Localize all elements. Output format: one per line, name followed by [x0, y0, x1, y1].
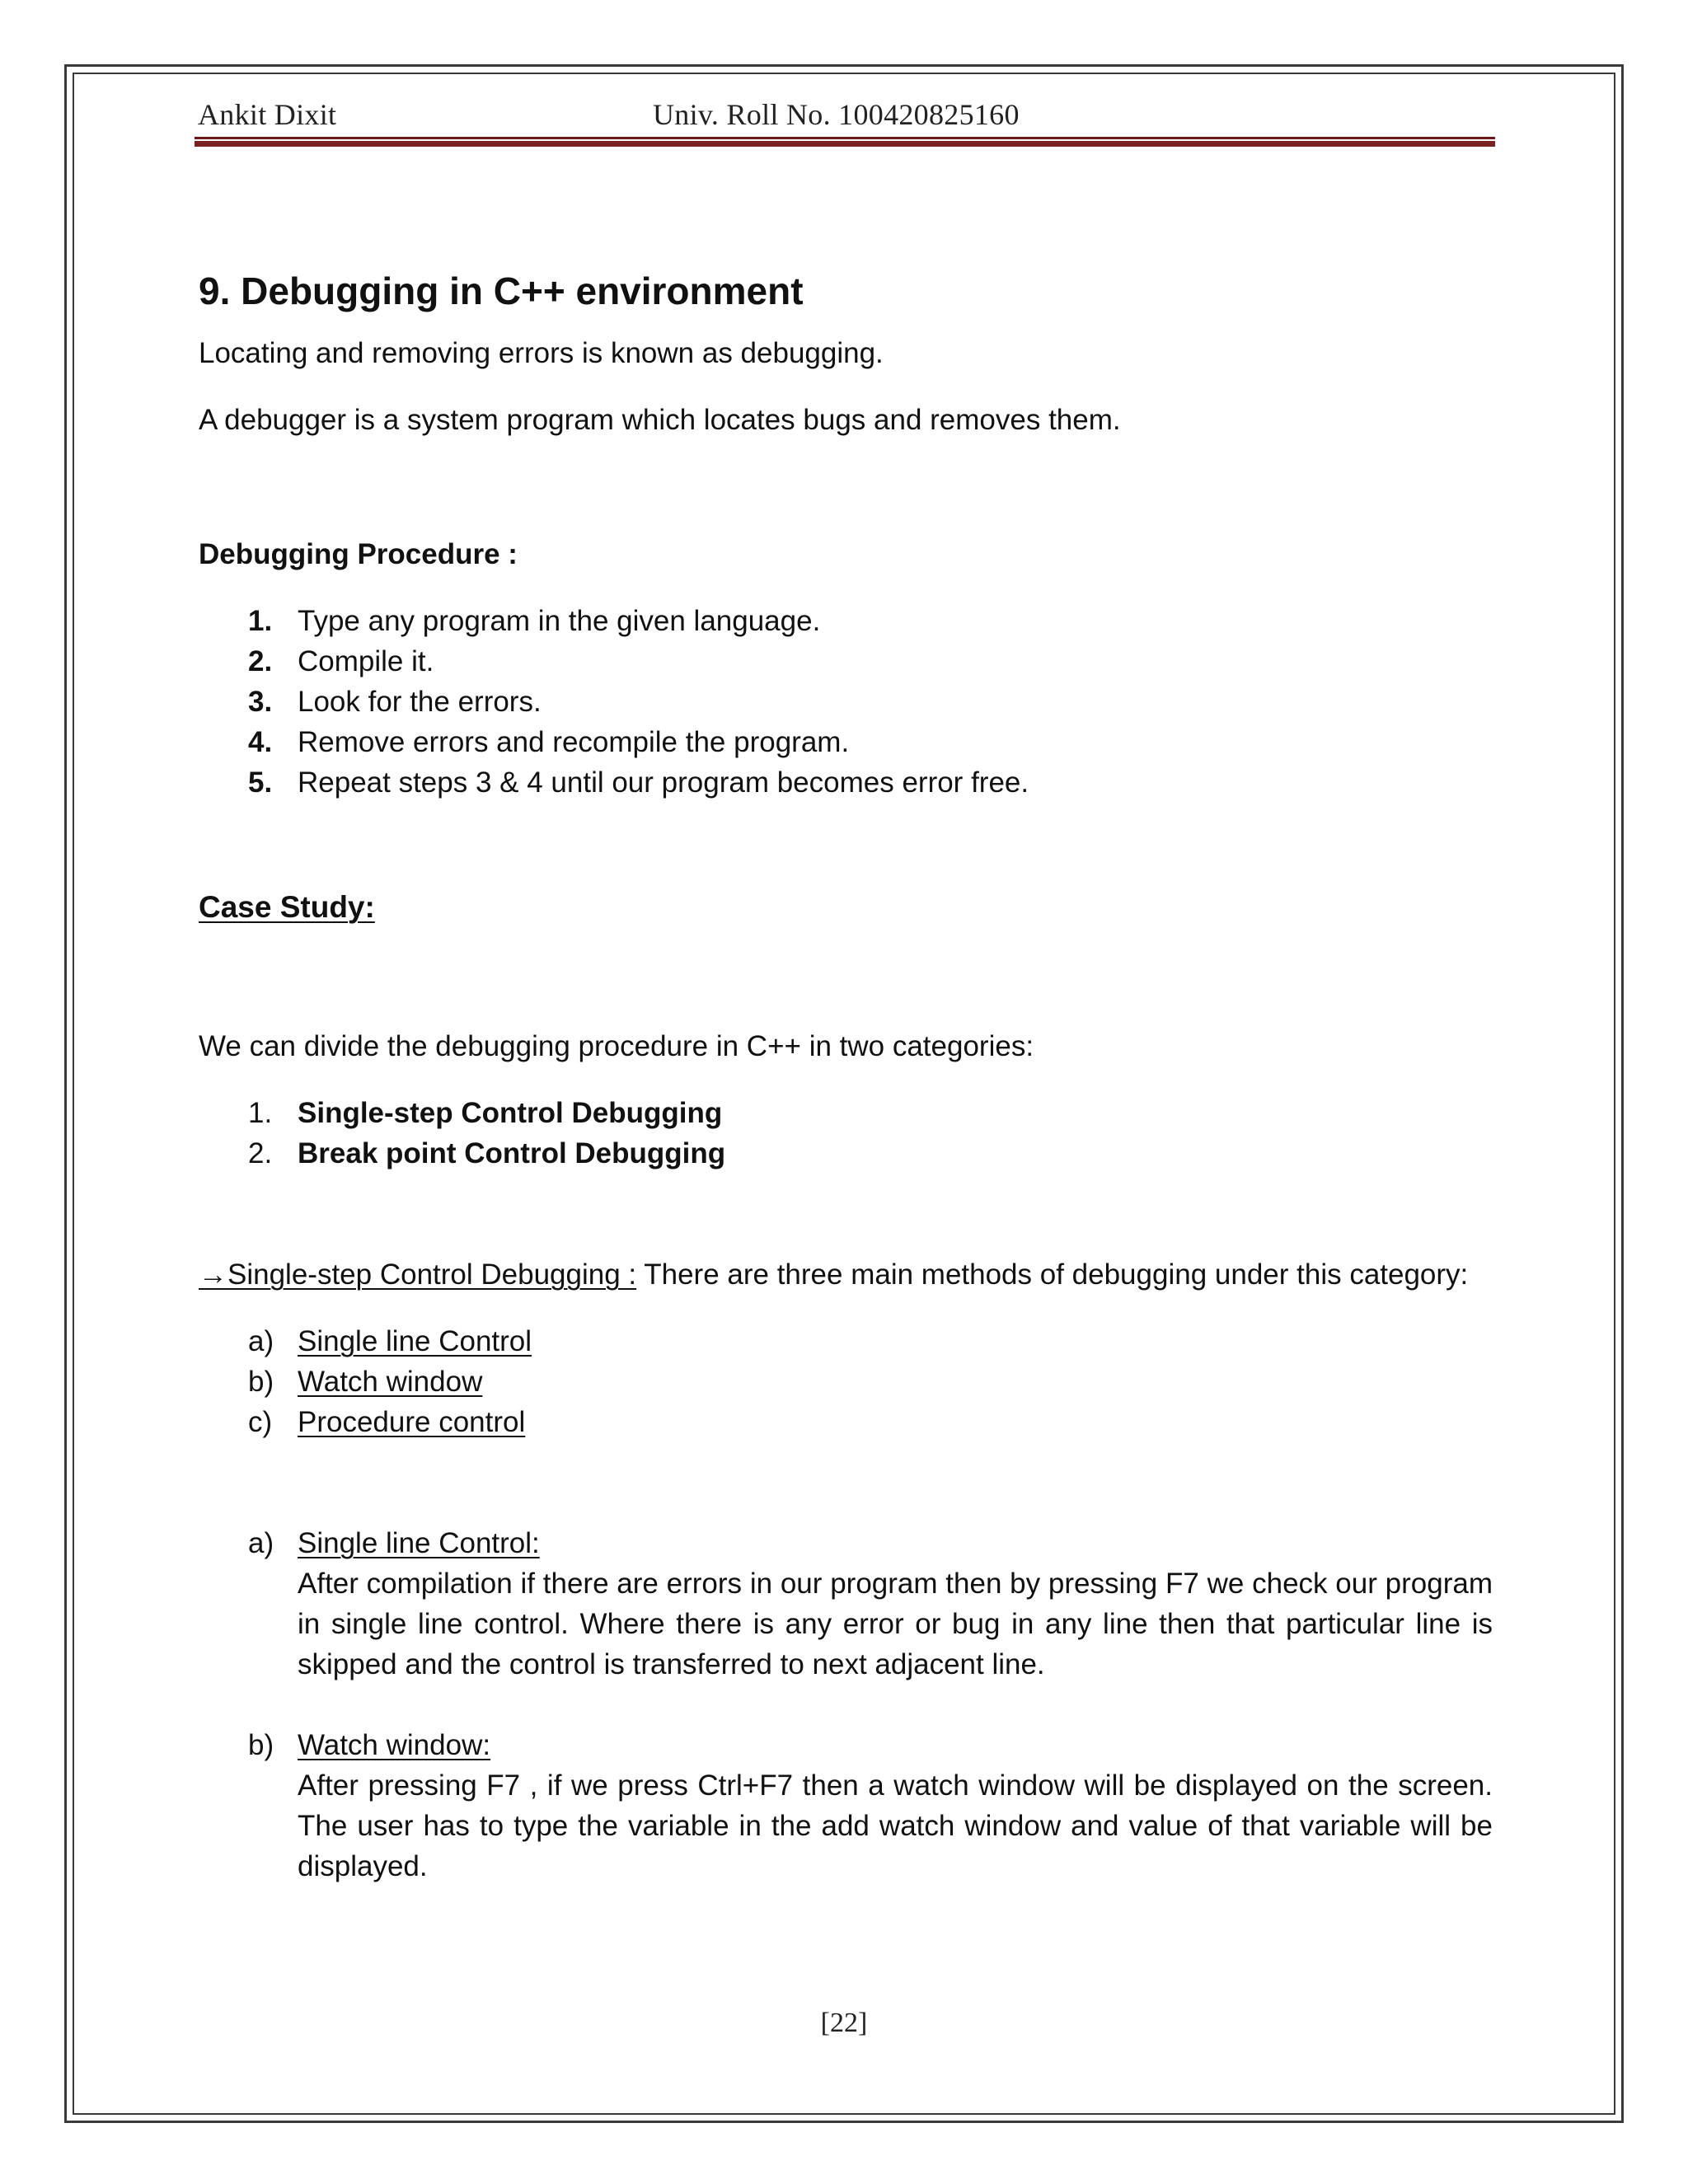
- procedure-step: 1. Type any program in the given language.: [248, 605, 821, 637]
- procedure-step: 4. Remove errors and recompile the program.: [248, 726, 850, 758]
- intro-line-1: Locating and removing errors is known as debugging.: [199, 337, 884, 369]
- page-number: [22]: [820, 2008, 868, 2038]
- detail-title: Watch window:: [298, 1729, 491, 1761]
- detail-body: After pressing F7 , if we press Ctrl+F7 then a watch window will be displayed on the screen. The user has to type the variable in the add watch window and value of that variable will be displayed.: [298, 1769, 1493, 1882]
- method-item: c) Procedure control: [248, 1406, 526, 1438]
- header-rule-thick: [195, 141, 1495, 147]
- detail-body: After compilation if there are errors in our program then by pressing F7 we check our program in single line control. Where there is any error or bug in any line then that particular line is skipped and the control is transferred to next adjacent line.: [298, 1568, 1493, 1680]
- case-study-intro: We can divide the debugging procedure in C++ in two categories:: [199, 1030, 1034, 1062]
- detail-single-line-control: a) Single line Control: After compilation if there are errors in our program then by pressing F7 we check our program in single line control. Where there is any error or bug in any line then that particular line is skipped and the control is transferred to next adjacent line.: [199, 1523, 1493, 1685]
- method-details: [199, 1523, 1493, 1886]
- single-step-label: →Single-step Control Debugging :: [199, 1258, 637, 1291]
- detail-title: Single line Control:: [298, 1527, 540, 1559]
- category-item: 2. Break point Control Debugging: [248, 1137, 726, 1169]
- header-rule-thin: [195, 137, 1495, 139]
- single-step-intro: →Single-step Control Debugging : There are three main methods of debugging under this category:: [199, 1258, 1469, 1291]
- detail-watch-window: b) Watch window: After pressing F7 , if we press Ctrl+F7 then a watch window will be displayed on the screen. The user has to type the variable in the add watch window and value of that variable will be displayed.: [199, 1725, 1493, 1886]
- procedure-steps: [199, 601, 1493, 803]
- case-study-heading: Case Study:: [199, 890, 375, 924]
- procedure-heading: Debugging Procedure :: [199, 538, 518, 570]
- procedure-step: 5. Repeat steps 3 & 4 until our program becomes error free.: [248, 766, 1029, 799]
- page-title: 9. Debugging in C++ environment: [199, 269, 804, 312]
- method-item: a) Single line Control: [248, 1325, 532, 1357]
- arrow-icon: →: [199, 1258, 227, 1291]
- header-author-name: Ankit Dixit: [198, 98, 337, 131]
- page-content: [199, 265, 1493, 1886]
- single-step-methods: [199, 1321, 1493, 1442]
- debug-categories: [199, 1093, 1493, 1174]
- method-item: b) Watch window: [248, 1366, 483, 1398]
- category-item: 1. Single-step Control Debugging: [248, 1097, 723, 1129]
- procedure-step: 3. Look for the errors.: [248, 686, 542, 718]
- intro-line-2: A debugger is a system program which locates bugs and removes them.: [199, 404, 1121, 436]
- header-roll-number: Univ. Roll No. 100420825160: [653, 98, 1020, 131]
- procedure-step: 2. Compile it.: [248, 645, 434, 677]
